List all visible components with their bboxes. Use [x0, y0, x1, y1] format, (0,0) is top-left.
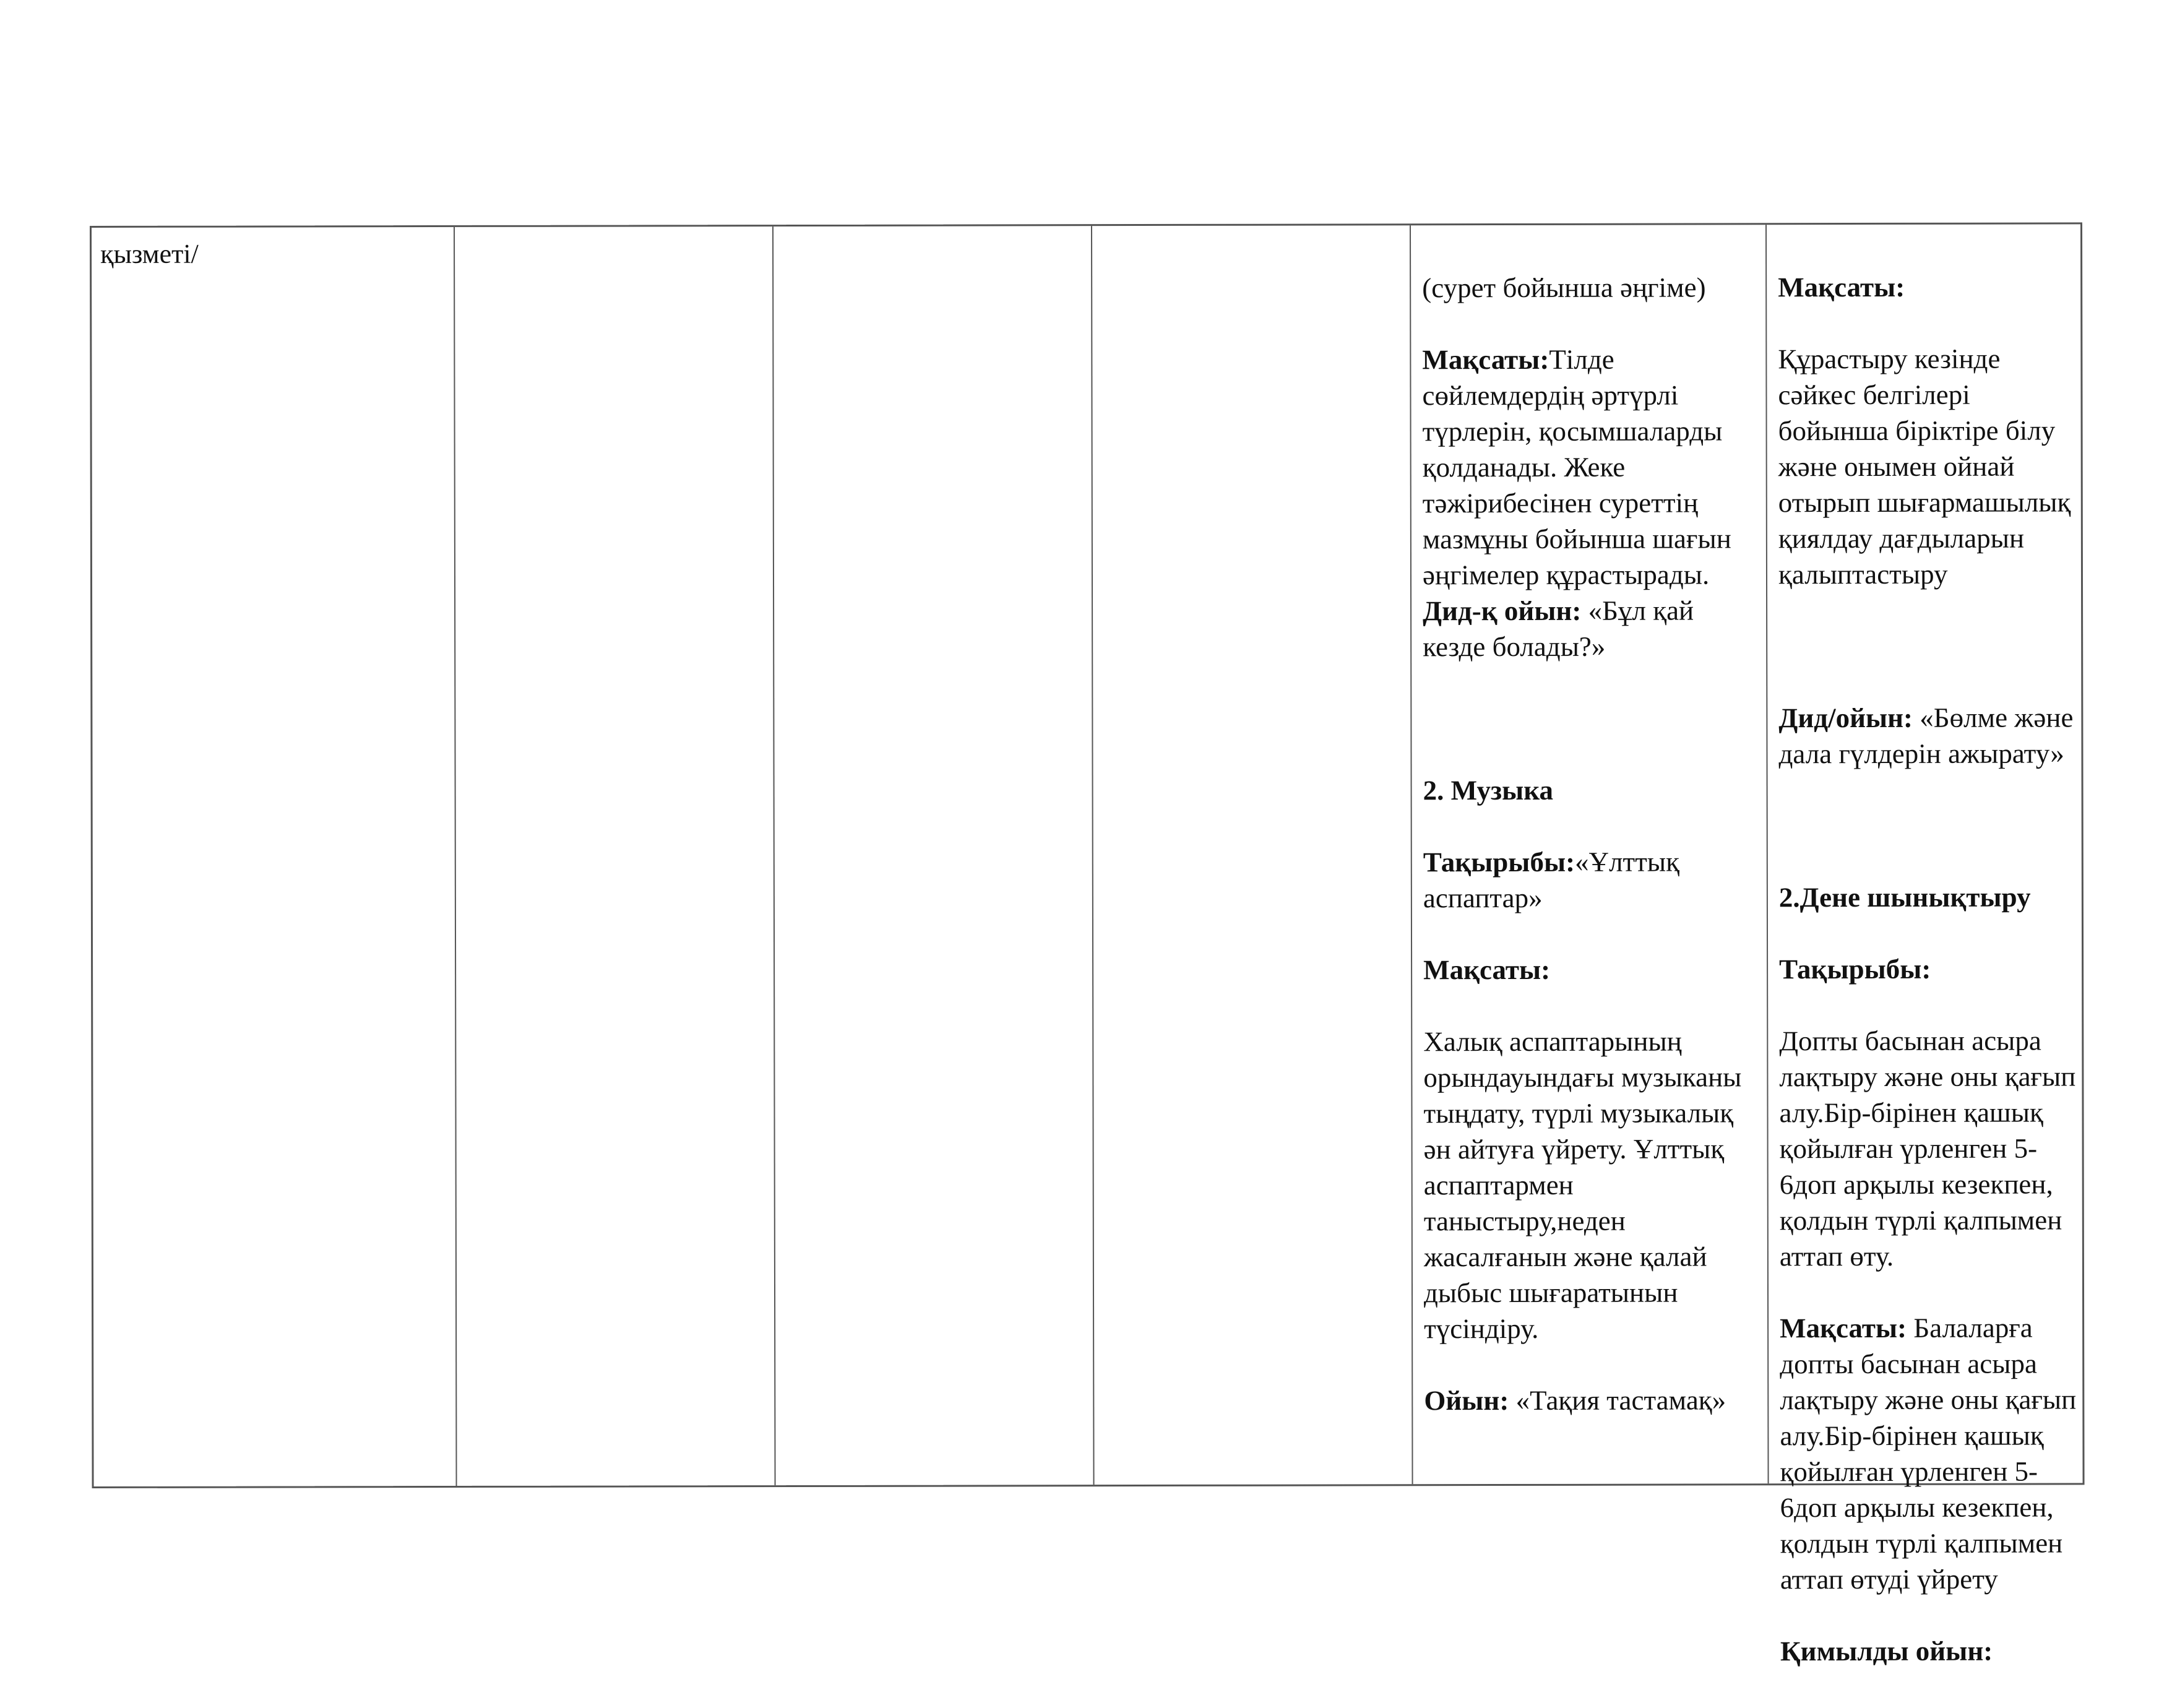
col6-goal-text: Құрастыру кезінде сәйкес белгілері бойынша біріктіре білу және онымен ойнай отырып шығармашылық қиялдау дағдыларын қалыптастыру: [1778, 343, 2071, 590]
col5-goal2-text: Халық аспаптарының орындауындағы музыканы тыңдату, түрлі музыкалық ән айтуға үйрету. Ұлттық аспаптармен таныстыру,неден жасалғанын және қалай дыбыс шығаратынын түсіндіру.: [1423, 1025, 1742, 1345]
plan-table: [90, 222, 2085, 1667]
col5-content: [1411, 225, 1767, 1454]
col6-topic-label: Тақырыбы:: [1779, 953, 1931, 985]
col5-topic-text: «Ұлттық аспаптар»: [1423, 846, 1679, 914]
table-cell-col3: [772, 226, 1093, 1485]
col5-game-label: Дид-қ ойын:: [1423, 595, 1582, 627]
col6-topic-text: Допты басынан асыра лақтыру және оны қағып алу.Бір-бірінен қашық қойылған үрленген 5-6доп арқылы кезекпен, қолдын түрлі қалпымен аттап өту.: [1779, 1025, 2076, 1272]
col5-music-heading: 2. Музыка: [1423, 774, 1553, 806]
table-cell-col4: [1091, 225, 1412, 1485]
table-cell-col2: [454, 226, 775, 1486]
col5-game-text: «Бұл қай кезде болады?»: [1423, 595, 1694, 663]
col5-topic-label: Тақырыбы:: [1423, 846, 1575, 878]
table-cell-col6: [1765, 224, 2087, 1667]
col5-goal-text: Тілде сөйлемдердің әртүрлі түрлерін, қосымшаларды қолданады. Жеке тәжірибесінен суреттің мазмұны бойынша шағын әңгімелер құрастырады.: [1422, 343, 1731, 591]
col6-goal2-label: Мақсаты:: [1780, 1312, 1907, 1344]
activity-label: қызметі/: [100, 238, 199, 269]
col6-goal-label: Мақсаты:: [1778, 271, 1905, 303]
col5-line1: (сурет бойынша әңгіме): [1422, 272, 1706, 304]
table-cell-col1: [92, 227, 456, 1486]
table-cell-col5: [1410, 225, 1768, 1484]
col6-game-text: «Бөлме және дала гүлдерін ажырату»: [1778, 702, 2074, 770]
col6-pe-heading: 2.Дене шынықтыру: [1778, 881, 2031, 913]
col6-goal2-text: Балаларға допты басынан асыра лақтыру және оны қағып алу.Бір-бірінен қашық қойылған үрленген 5-6доп арқылы кезекпен, қолдын түрлі қалпымен аттап өтуді үйрету: [1780, 1312, 2077, 1595]
col6-content: [1767, 224, 2087, 1705]
col5-play-text: «Тақия тастамақ»: [1509, 1384, 1726, 1417]
col5-goal2-label: Мақсаты:: [1423, 954, 1551, 986]
col6-game-label: Дид/ойын:: [1778, 702, 1913, 734]
col5-goal-label: Мақсаты:: [1422, 343, 1549, 376]
col5-play-label: Ойын:: [1424, 1385, 1509, 1417]
col6-move-label: Қимылды ойын:: [1780, 1635, 1993, 1667]
